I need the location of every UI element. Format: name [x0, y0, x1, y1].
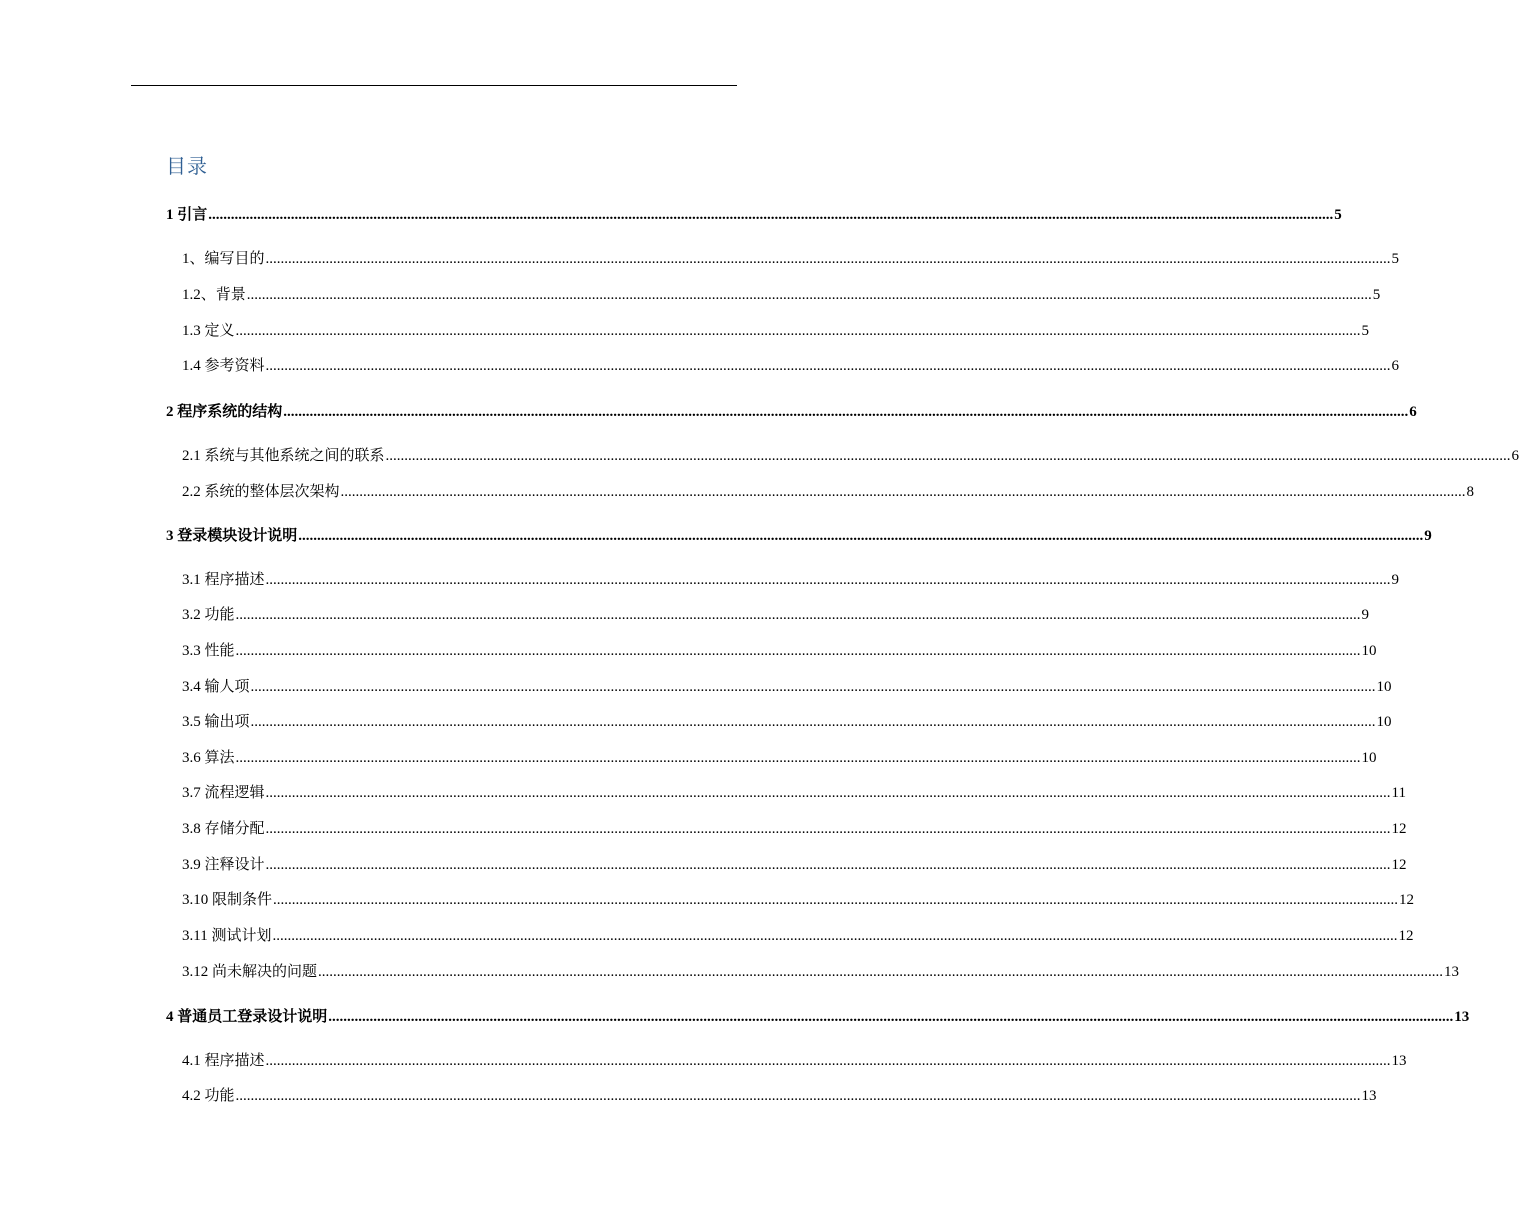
toc-entry-label: 3.3 性能 — [182, 643, 235, 659]
toc-leader-dots: ............................................................................................................................................................................................................................................................................................................ — [265, 358, 1391, 374]
toc-entry-label: 4.1 程序描述 — [182, 1053, 265, 1069]
toc-entry-page-number: 10 — [1376, 714, 1392, 730]
toc-entry-subsection[interactable] — [182, 675, 1392, 697]
toc-entry-page-number: 9 — [1391, 572, 1400, 588]
toc-entry-label: 3.10 限制条件 — [182, 892, 273, 908]
toc-entry-section[interactable] — [166, 1005, 1470, 1027]
toc-entry-page-number: 8 — [1466, 484, 1475, 500]
toc-entry-subsection[interactable] — [182, 480, 1475, 502]
toc-entry-section[interactable] — [166, 524, 1432, 546]
toc-entry-subsection[interactable] — [182, 1084, 1377, 1106]
toc-leader-dots: ............................................................................................................................................................................................................................................................................................................ — [250, 714, 1376, 730]
toc-entry-page-number: 10 — [1361, 750, 1377, 766]
toc-entry-page-number: 10 — [1361, 643, 1377, 659]
toc-entry-label: 3.9 注释设计 — [182, 857, 265, 873]
toc-entry-page-number: 9 — [1361, 607, 1370, 623]
toc-entry-label: 2.2 系统的整体层次架构 — [182, 484, 340, 500]
toc-entry-section[interactable] — [166, 203, 1342, 225]
toc-entry-subsection[interactable] — [182, 319, 1370, 341]
toc-leader-dots: ............................................................................................................................................................................................................................................................................................................ — [235, 323, 1361, 339]
toc-entry-page-number: 6 — [1511, 448, 1519, 464]
toc-entry-label: 1 引言 — [166, 207, 208, 223]
toc-entry-label: 2 程序系统的结构 — [166, 404, 283, 420]
toc-leader-dots: ............................................................................................................................................................................................................................................................................................................ — [246, 287, 1372, 303]
toc-entry-page-number: 12 — [1391, 857, 1407, 873]
toc-entry-subsection[interactable] — [182, 960, 1460, 982]
toc-leader-dots: ............................................................................................................................................................................................................................................................................................................ — [235, 750, 1361, 766]
toc-entry-label: 4.2 功能 — [182, 1088, 235, 1104]
toc-leader-dots: ............................................................................................................................................................................................................................................................................................................ — [272, 928, 1398, 944]
toc-leader-dots: ............................................................................................................................................................................................................................................................................................................ — [318, 964, 1444, 980]
toc-entry-label: 3.7 流程逻辑 — [182, 785, 265, 801]
toc-entry-page-number: 13 — [1454, 1009, 1470, 1025]
toc-entry-page-number: 5 — [1334, 207, 1342, 223]
toc-entry-page-number: 6 — [1409, 404, 1417, 420]
toc-entry-page-number: 12 — [1398, 928, 1414, 944]
toc-entry-subsection[interactable] — [182, 354, 1400, 376]
toc-entry-page-number: 12 — [1399, 892, 1415, 908]
toc-entry-label: 3.4 输人项 — [182, 679, 250, 695]
toc-entry-subsection[interactable] — [182, 639, 1377, 661]
toc-title: 目录 — [166, 154, 208, 178]
toc-leader-dots: ............................................................................................................................................................................................................................................................................................................ — [283, 404, 1409, 420]
toc-leader-dots: ............................................................................................................................................................................................................................................................................................................ — [235, 607, 1361, 623]
toc-entry-label: 2.1 系统与其他系统之间的联系 — [182, 448, 385, 464]
toc-leader-dots: ............................................................................................................................................................................................................................................................................................................ — [385, 448, 1511, 464]
toc-entry-label: 1.4 参考资料 — [182, 358, 265, 374]
toc-entry-label: 4 普通员工登录设计说明 — [166, 1009, 328, 1025]
toc-entry-page-number: 13 — [1444, 964, 1460, 980]
toc-entry-label: 1、编写目的 — [182, 251, 265, 267]
toc-leader-dots: ............................................................................................................................................................................................................................................................................................................ — [265, 572, 1391, 588]
header-rule — [131, 85, 737, 86]
toc-entry-subsection[interactable] — [182, 603, 1370, 625]
toc-leader-dots: ............................................................................................................................................................................................................................................................................................................ — [265, 1053, 1391, 1069]
toc-leader-dots: ............................................................................................................................................................................................................................................................................................................ — [273, 892, 1399, 908]
toc-leader-dots: ............................................................................................................................................................................................................................................................................................................ — [235, 1088, 1361, 1104]
toc-entry-label: 1.3 定义 — [182, 323, 235, 339]
toc-entry-page-number: 9 — [1424, 528, 1432, 544]
toc-entry-subsection[interactable] — [182, 1049, 1407, 1071]
toc-leader-dots: ............................................................................................................................................................................................................................................................................................................ — [235, 643, 1361, 659]
toc-leader-dots: ............................................................................................................................................................................................................................................................................................................ — [208, 207, 1334, 223]
toc-entry-label: 3.8 存储分配 — [182, 821, 265, 837]
toc-entry-subsection[interactable] — [182, 283, 1381, 305]
toc-leader-dots: ............................................................................................................................................................................................................................................................................................................ — [298, 528, 1424, 544]
toc-entry-subsection[interactable] — [182, 710, 1392, 732]
toc-entry-page-number: 13 — [1361, 1088, 1377, 1104]
toc-leader-dots: ............................................................................................................................................................................................................................................................................................................ — [340, 484, 1466, 500]
toc-entry-label: 3.6 算法 — [182, 750, 235, 766]
toc-leader-dots: ............................................................................................................................................................................................................................................................................................................ — [250, 679, 1376, 695]
toc-leader-dots: ............................................................................................................................................................................................................................................................................................................ — [265, 251, 1391, 267]
toc-entry-subsection[interactable] — [182, 746, 1377, 768]
toc-entry-page-number: 5 — [1372, 287, 1381, 303]
toc-entry-page-number: 11 — [1391, 785, 1406, 801]
toc-entry-page-number: 10 — [1376, 679, 1392, 695]
toc-leader-dots: ............................................................................................................................................................................................................................................................................................................ — [265, 785, 1391, 801]
toc-entry-subsection[interactable] — [182, 817, 1407, 839]
toc-entry-label: 3.1 程序描述 — [182, 572, 265, 588]
toc-entry-label: 3.2 功能 — [182, 607, 235, 623]
toc-entry-page-number: 13 — [1391, 1053, 1407, 1069]
toc-entry-label: 3 登录模块设计说明 — [166, 528, 298, 544]
toc-entry-subsection[interactable] — [182, 781, 1406, 803]
toc-entry-section[interactable] — [166, 400, 1417, 422]
toc-entry-page-number: 12 — [1391, 821, 1407, 837]
toc-entry-label: 3.11 测试计划 — [182, 928, 272, 944]
toc-entry-label: 3.12 尚未解决的问题 — [182, 964, 318, 980]
toc-entry-subsection[interactable] — [182, 444, 1519, 466]
toc-entry-label: 1.2、背景 — [182, 287, 246, 303]
toc-entry-page-number: 6 — [1391, 358, 1400, 374]
toc-entry-subsection[interactable] — [182, 853, 1407, 875]
toc-leader-dots: ............................................................................................................................................................................................................................................................................................................ — [265, 857, 1391, 873]
toc-entry-page-number: 5 — [1361, 323, 1370, 339]
toc-entry-subsection[interactable] — [182, 568, 1400, 590]
toc-entry-subsection[interactable] — [182, 888, 1415, 910]
toc-entry-subsection[interactable] — [182, 924, 1414, 946]
toc-entry-page-number: 5 — [1391, 251, 1400, 267]
toc-leader-dots: ............................................................................................................................................................................................................................................................................................................ — [328, 1009, 1454, 1025]
toc-leader-dots: ............................................................................................................................................................................................................................................................................................................ — [265, 821, 1391, 837]
toc-entry-subsection[interactable] — [182, 247, 1400, 269]
toc-entry-label: 3.5 输出项 — [182, 714, 250, 730]
